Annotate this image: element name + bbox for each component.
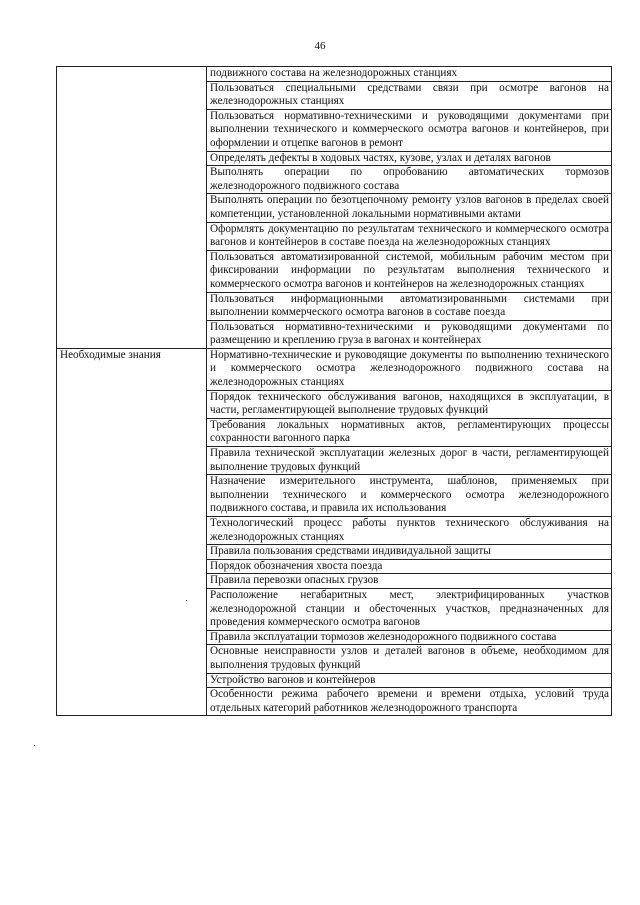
requirements-table-body xyxy=(57,67,612,716)
requirement-item: Пользоваться нормативно-техническими и руководящими документами при выполнении технического и коммерческого осмотра вагонов и контейнеров, при оформлении и отцепке вагонов в ремонт xyxy=(207,109,612,151)
requirement-item: Правила технической эксплуатации железных дорог в части, регламентирующей выполнение трудовых функций xyxy=(207,447,612,475)
requirement-item: Особенности режима рабочего времени и времени отдыха, условий труда отдельных категорий работников железнодорожного транспорта xyxy=(207,688,612,716)
requirement-item: Пользоваться информационными автоматизированными системами при выполнении коммерческого осмотра вагонов в составе поезда xyxy=(207,292,612,320)
scan-speck xyxy=(186,600,187,601)
requirement-item: Назначение измерительного инструмента, шаблонов, применяемых при выполнении технического и коммерческого осмотра железнодорожного подвижного состава, и правила их использования xyxy=(207,475,612,517)
requirement-item: Пользоваться специальными средствами связи при осмотре вагонов на железнодорожных станциях xyxy=(207,81,612,109)
requirement-item: Правила эксплуатации тормозов железнодорожного подвижного состава xyxy=(207,630,612,645)
requirement-item: Нормативно-технические и руководящие документы по выполнению технического и коммерческого осмотра железнодорожного подвижного состава на железнодорожных станциях xyxy=(207,348,612,390)
requirement-item: Расположение негабаритных мест, электрифицированных участков железнодорожной станции и обесточенных участков, предназначенных для проведения коммерческого осмотра вагонов xyxy=(207,588,612,630)
requirement-item: Пользоваться автоматизированной системой, мобильным рабочим местом при фиксировании информации по результатам выполнения технического и коммерческого осмотра вагонов и контейнеров на железнодорожных станциях xyxy=(207,250,612,292)
requirement-item: Технологический процесс работы пунктов технического обслуживания на железнодорожных станциях xyxy=(207,517,612,545)
section-label-cell-continued xyxy=(57,67,207,349)
requirement-item: подвижного состава на железнодорожных станциях xyxy=(207,67,612,82)
requirements-table xyxy=(56,66,612,716)
requirement-item: Оформлять документацию по результатам технического и коммерческого осмотра вагонов и контейнеров в составе поезда на железнодорожных станциях xyxy=(207,222,612,250)
requirement-item: Устройство вагонов и контейнеров xyxy=(207,673,612,688)
requirement-item: Порядок обозначения хвоста поезда xyxy=(207,559,612,574)
requirement-item: Правила пользования средствами индивидуальной защиты xyxy=(207,545,612,560)
requirement-item: Требования локальных нормативных актов, регламентирующих процессы сохранности вагонного парка xyxy=(207,418,612,446)
scan-speck xyxy=(34,745,35,746)
section-label-cell: Необходимые знания xyxy=(57,348,207,715)
table-row xyxy=(57,348,612,390)
requirement-item: Правила перевозки опасных грузов xyxy=(207,574,612,589)
page-number: 46 xyxy=(314,40,326,52)
requirement-item: Выполнять операции по опробованию автоматических тормозов железнодорожного подвижного состава xyxy=(207,166,612,194)
table-row xyxy=(57,67,612,82)
requirement-item: Порядок технического обслуживания вагонов, находящихся в эксплуатации, в части, регламентирующей выполнение трудовых функций xyxy=(207,390,612,418)
requirement-item: Определять дефекты в ходовых частях, кузове, узлах и деталях вагонов xyxy=(207,151,612,166)
requirement-item: Выполнять операции по безотцепочному ремонту узлов вагонов в пределах своей компетенции, установленной локальными нормативными актами xyxy=(207,194,612,222)
requirement-item: Основные неисправности узлов и деталей вагонов в объеме, необходимом для выполнения трудовых функций xyxy=(207,645,612,673)
requirement-item: Пользоваться нормативно-техническими и руководящими документами по размещению и креплению груза в вагонах и контейнерах xyxy=(207,320,612,348)
